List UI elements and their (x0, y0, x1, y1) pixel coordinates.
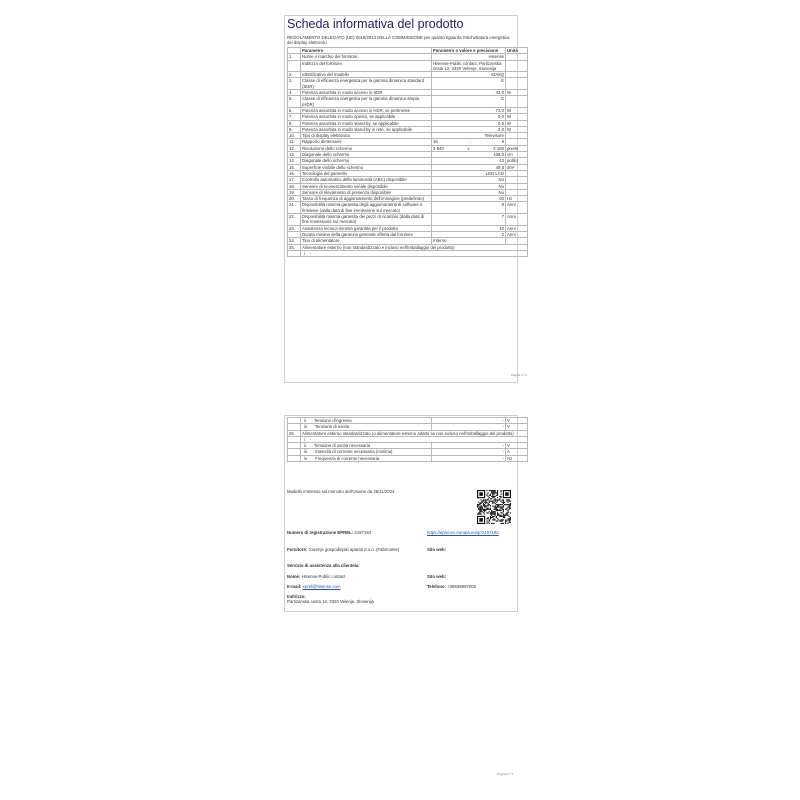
page-number: Pagina 1 / 2 (511, 373, 528, 377)
qr-code-icon[interactable] (477, 490, 511, 524)
table-row: 26. Alimentatore esterno standardizzato (o alimentatore esterno adatto se non incluso nell'imballaggio del prodotto) (288, 430, 528, 436)
table-row: 14. Diagonale dello schermo 43 pollici (288, 158, 528, 164)
name-value: Hisense-Public contact (301, 574, 346, 579)
table-row: 18. Sensore di riconoscimento vocale disponibile No (288, 183, 528, 189)
table-row: 25. Alimentatore esterno (non standardizzato e incluso nell'imballaggio del prodotto) (288, 244, 528, 250)
phone-line (427, 584, 507, 589)
table-row: Indirizzo del fornitore. Hisense-Public contact, Partizanska cesta 12, 3320 Velenje, Slovenija (288, 60, 528, 72)
email-link[interactable]: eprel@hisense.com (302, 584, 341, 589)
table-row: Durata minima della garanzia generale offerta dal fornitore 2 Anni (288, 231, 528, 237)
table-row: 4. Potenza assorbita in modo acceso in SDR 42,0 W (288, 90, 528, 96)
product-info-table (287, 47, 528, 257)
supplier-value: Gorenje gospodinjski aparati d.o.o. (Fabricante) (308, 547, 400, 552)
table-row: 21. Disponibilità minima garantita degli aggiornamenti di software e firmware (dalla data di fine immissione sul mercato) 8 Anni (288, 202, 528, 214)
name-label: Nome: (287, 574, 301, 579)
phone-value: +38638997000 (447, 584, 477, 589)
website-line (427, 547, 507, 552)
table-row: 22. Disponibilità minima garantita dei pezzi di ricambio (dalla data di fine immissione sul mercato) 7 Anni (288, 214, 528, 226)
table-row: 6. Potenza assorbita in modo acceso in HDR, se pertinente 73,0 W (288, 107, 528, 113)
table-row: 17. Controllo automatico della luminosità (ABC) disponibile No (288, 177, 528, 183)
datasheet-page-1 (284, 15, 518, 383)
table-row: i - (288, 250, 528, 256)
table-row: ii Tensione di uscita necessaria - V (288, 443, 528, 449)
table-row: iii Intensità di corrente necessaria (minima) - A (288, 449, 528, 455)
header-value: Parametro o valore e precisione (432, 48, 506, 54)
page-number: Pagina 2 / 2 (497, 772, 514, 776)
table-row: 19. Sensore di rilevamento di presenza disponibile No (288, 189, 528, 195)
address-label: Indirizzo: (287, 594, 306, 599)
table-row: 11. Rapporto dimensioni 16 : 9 (288, 139, 528, 145)
table-row: i - (288, 436, 528, 442)
page-title: Scheda informativa del prodotto (287, 17, 464, 31)
table-row: 20. Tasso di frequenza di aggiornamento dell'immagine (predefinito) 60 Hz (288, 196, 528, 202)
table-row: 16. Tecnologia del pannello LED LCD (288, 170, 528, 176)
registration-number: 2197184 (354, 530, 372, 535)
service-title: Servizio di assistenza alla clientela: (287, 563, 360, 568)
eprel-link[interactable]: https://eprel.ec.europa.eu/qr/2197184 (427, 530, 499, 535)
website2-line (427, 574, 507, 579)
table-row: 12. Risoluzione dello schermo 3 840 x 2 160 pixels (288, 145, 528, 151)
power-supply-table (287, 417, 528, 462)
market-date-text: Modello immesso sul mercato dell'Unione da 25/11/2024 (287, 489, 395, 494)
name-line (287, 574, 425, 579)
table-row: 2. Identificativo del modello 43A6Q (288, 72, 528, 78)
header-unit: Unità (506, 48, 528, 54)
regulation-subtitle: REGOLAMENTO DELEGATO (UE) 2019/2013 DELLA COMMISSIONE per quanto riguarda l'etichettatura energetica dei display elettronici (287, 35, 510, 46)
registration-label: Numero di registrazione EPREL: (287, 530, 354, 535)
table-row: 1. Nome o marchio del fornitore. Hisense (288, 54, 528, 60)
website-label: Sito web: (427, 547, 447, 552)
supplier-line (287, 547, 425, 552)
header-param: Parametro (301, 48, 432, 54)
email-label: E-mail: (287, 584, 302, 589)
datasheet-page-2 (284, 415, 518, 612)
table-row: iv Frequenza di corrente necessaria - Hz (288, 455, 528, 461)
service-title-line (287, 563, 515, 568)
table-row: 3. Classe di efficienza energetica per la gamma dinamica standard (SDR) E (288, 78, 528, 90)
website2-label: Sito web: (427, 574, 447, 579)
eprel-link-box (427, 530, 507, 535)
table-row: 10. Tipo di display elettronico Televisore (288, 133, 528, 139)
table-row: 23. Assistenza tecnica minima garantita per il prodotto 10 Anni (288, 225, 528, 231)
table-row: 24. Tipo di alimentatore Interno (288, 238, 528, 244)
table-row: iii Tensione di uscita - V (288, 424, 528, 430)
table-row: 13. Diagonale dello schermo 108,0 cm (288, 152, 528, 158)
table-row: ii Tensione d'ingresso - V (288, 418, 528, 424)
table-row: 15. Superficie visibile dello schermo 49,8 dm² (288, 164, 528, 170)
supplier-label: Fornitore: (287, 547, 308, 552)
table-row: 5. Classe di efficienza energetica per la gamma dinamica ampia (HDR) G (288, 96, 528, 108)
phone-label: Telefono: (427, 584, 447, 589)
table-row: 8. Potenza assorbita in modo stand-by, se applicabile 0,5 W (288, 120, 528, 126)
address-line (287, 594, 515, 605)
address-value: Partizanska cesta 12, 3320 Velenje, Slovenija (287, 599, 374, 605)
table-row: 9. Potenza assorbita in modo stand-by in rete, se applicabile 2,0 W (288, 126, 528, 132)
email-line (287, 584, 425, 589)
table-row: 7. Potenza assorbita in modo spento, se applicabile 0,0 W (288, 114, 528, 120)
